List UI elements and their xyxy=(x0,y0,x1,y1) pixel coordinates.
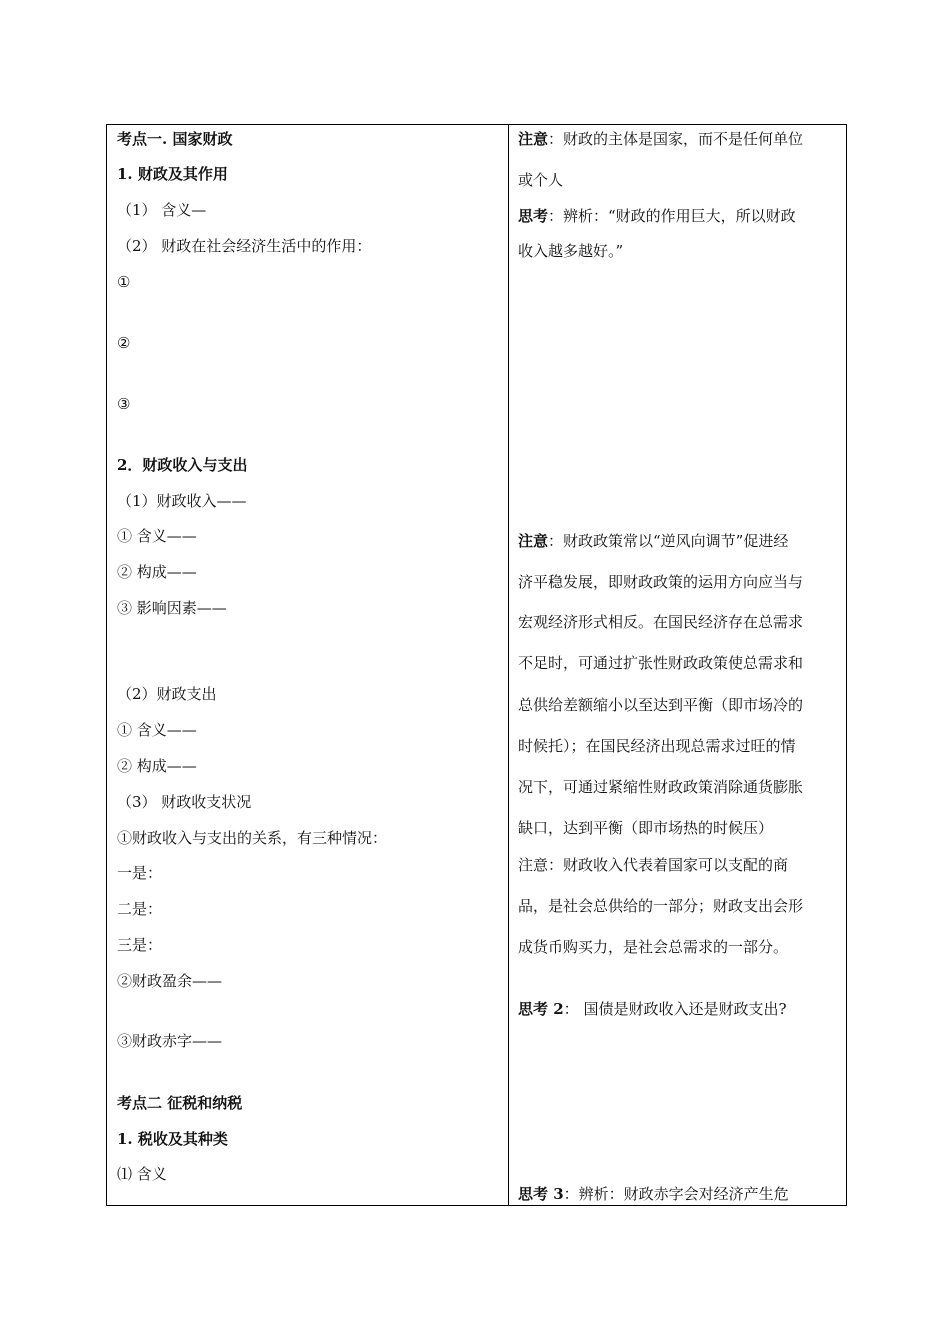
note-line xyxy=(518,531,788,551)
list-item: 二是： xyxy=(117,900,163,918)
notes-table xyxy=(106,124,847,1206)
section-heading-1: 考点一. 国家财政 xyxy=(117,130,233,148)
list-item: ② 构成—— xyxy=(117,563,197,581)
list-item: ③ 影响因素—— xyxy=(117,599,227,617)
note-line: 济平稳发展，即财政政策的运用方向应当与 xyxy=(518,573,804,591)
section-heading-2: 考点二 征税和纳税 xyxy=(117,1094,243,1112)
list-item: ③财政赤字—— xyxy=(117,1032,223,1050)
list-item: 一是： xyxy=(117,864,163,882)
list-item: ① 含义—— xyxy=(117,527,197,545)
list-item: ① xyxy=(117,273,131,291)
note-line xyxy=(518,129,803,149)
note-line: 不足时，可通过扩张性财政政策使总需求和 xyxy=(518,654,804,672)
think-line: 收入越多越好。” xyxy=(518,242,624,260)
note-text: ：财政的主体是国家，而不是任何单位 xyxy=(548,130,804,148)
list-item: （1） 含义— xyxy=(117,201,207,219)
list-item: （2） 财政在社会经济生活中的作用： xyxy=(117,237,372,255)
note-line: 总供给差额缩小以至达到平衡（即市场冷的 xyxy=(518,696,804,714)
list-item: ③ xyxy=(117,395,131,413)
think-text: ：辨析：“财政的作用巨大，所以财政 xyxy=(548,207,796,225)
list-item: ② xyxy=(117,334,131,352)
note-line: 况下，可通过紧缩性财政政策消除通货膨胀 xyxy=(518,778,804,796)
think-text: ：辨析：财政赤字会对经济产生危 xyxy=(563,1185,789,1203)
think-line xyxy=(518,206,796,226)
subheading-tax-types: 1. 税收及其种类 xyxy=(117,1130,228,1148)
note-line: 品，是社会总供给的一部分；财政支出会形 xyxy=(518,897,804,915)
subheading-finance-role: 1. 财政及其作用 xyxy=(117,165,228,183)
list-item: （1）财政收入—— xyxy=(117,492,247,510)
note-text: ：财政政策常以“逆风向调节”促进经 xyxy=(548,532,789,550)
note-line: 注意：财政收入代表着国家可以支配的商 xyxy=(518,856,789,874)
list-item: 三是： xyxy=(117,936,163,954)
note-label: 注意 xyxy=(518,532,549,550)
column-divider xyxy=(508,125,509,1205)
list-item: ① 含义—— xyxy=(117,721,197,739)
list-item: ② 构成—— xyxy=(117,757,197,775)
list-item: （3） 财政收支状况 xyxy=(117,793,252,811)
note-label: 注意 xyxy=(518,130,549,148)
list-item: ①财政收入与支出的关系，有三种情况： xyxy=(117,829,388,847)
list-item: ⑴ 含义 xyxy=(117,1165,167,1183)
list-item: ②财政盈余—— xyxy=(117,972,223,990)
think-line xyxy=(518,1184,789,1204)
think-label: 思考 2 xyxy=(518,1000,564,1018)
think-text: ： 国债是财政收入还是财政支出? xyxy=(563,1000,787,1018)
note-line: 时候托）；在国民经济出现总需求过旺的情 xyxy=(518,737,796,755)
list-item: （2）财政支出 xyxy=(117,685,217,703)
think-label: 思考 3 xyxy=(518,1185,564,1203)
think-label: 思考 xyxy=(518,207,549,225)
note-line: 缺口，达到平衡（即市场热的时候压） xyxy=(518,819,774,837)
note-line: 成货币购买力，是社会总需求的一部分。 xyxy=(518,938,789,956)
subheading-revenue-expenditure: 2．财政收入与支出 xyxy=(117,456,248,474)
think-line xyxy=(518,999,786,1019)
note-line: 宏观经济形式相反。在国民经济存在总需求 xyxy=(518,613,804,631)
note-line: 或个人 xyxy=(518,171,564,189)
